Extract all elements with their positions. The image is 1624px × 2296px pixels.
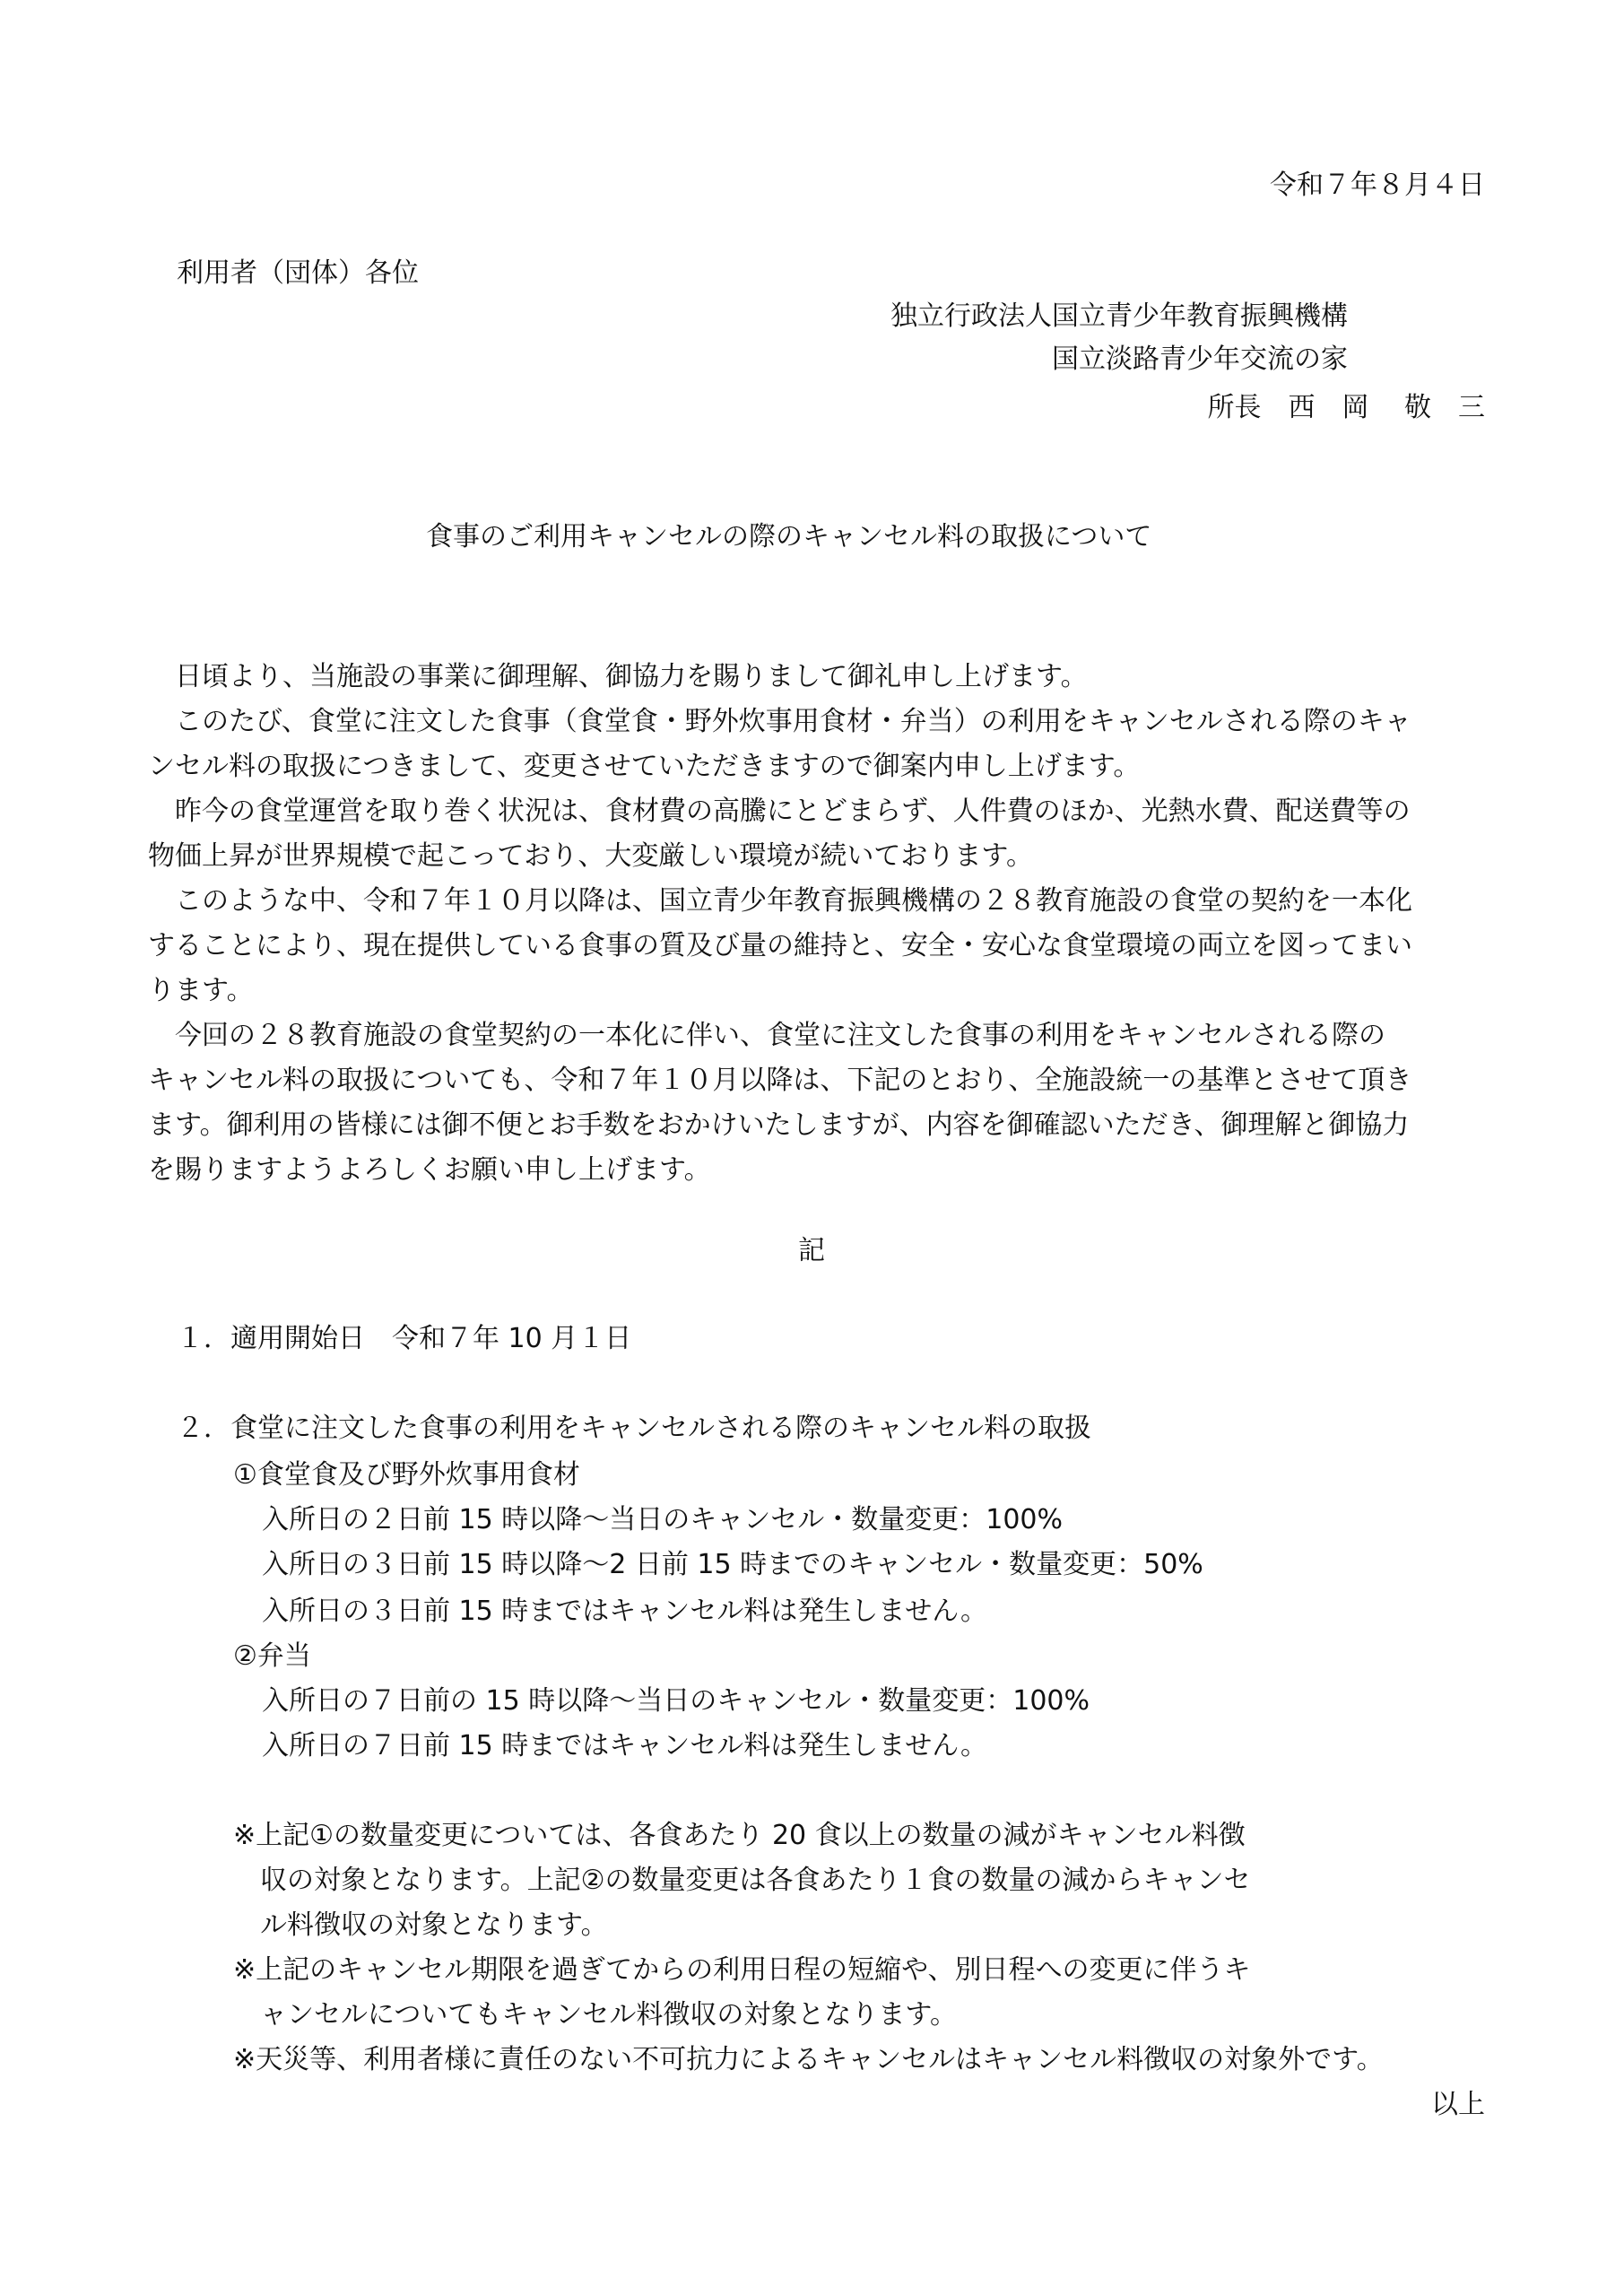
body-line: ンセル料の取扱につきまして、変更させていただきますので御案内申し上げます。	[148, 751, 1141, 782]
note-line: ル料徴収の対象となります。	[233, 1909, 608, 1941]
body-line: キャンセル料の取扱についても、令和７年１０月以降は、下記のとおり、全施設統一の基準とさせて頂き	[148, 1065, 1412, 1096]
body-line: ます。御利用の皆様には御不便とお手数をおかけいたしますが、内容を御確認いただき、御理解と御協力	[148, 1109, 1410, 1141]
sender-facility: 国立淡路青少年交流の家	[1052, 344, 1348, 375]
sender-organization: 独立行政法人国立青少年教育振興機構	[890, 300, 1348, 332]
section-2-sub2-item: 入所日の７日前 15 時まではキャンセル料は発生しません。	[262, 1730, 988, 1761]
section-2-sub1-item: 入所日の３日前 15 時以降～2 日前 15 時までのキャンセル・数量変更：50%	[262, 1549, 1203, 1580]
note-line: ャンセルについてもキャンセル料徴収の対象となります。	[233, 1999, 957, 2031]
note-line: 収の対象となります。上記②の数量変更は各食あたり１食の数量の減からキャンセ	[233, 1865, 1251, 1896]
section-2-sub2-title: ②弁当	[233, 1640, 311, 1672]
sender-name: 所長 西 岡 敬 三	[1207, 392, 1485, 423]
body-line: することにより、現在提供している食事の質及び量の維持と、安全・安心な食堂環境の両立を図ってまい	[148, 930, 1412, 961]
section-2-sub2-item: 入所日の７日前の 15 時以降～当日のキャンセル・数量変更：100%	[262, 1685, 1090, 1717]
section-1-effective-date: １．適用開始日 令和７年 10 月１日	[177, 1323, 632, 1354]
closing-mark: 以上	[1431, 2089, 1485, 2120]
note-line: ※上記①の数量変更については、各食あたり 20 食以上の数量の減がキャンセル料徴	[233, 1820, 1246, 1851]
body-line: 今回の２８教育施設の食堂契約の一本化に伴い、食堂に注文した食事の利用をキャンセルされる際の	[148, 1020, 1385, 1051]
ki-marker: 記	[798, 1235, 825, 1266]
note-line: ※天災等、利用者様に責任のない不可抗力によるキャンセルはキャンセル料徴収の対象外です。	[233, 2044, 1384, 2075]
note-line: ※上記のキャンセル期限を過ぎてからの利用日程の短縮や、別日程への変更に伴うキ	[233, 1954, 1251, 1986]
body-line: 昨今の食堂運営を取り巻く状況は、食材費の高騰にとどまらず、人件費のほか、光熱水費、配送費等の	[148, 796, 1411, 827]
body-line: このたび、食堂に注文した食事（食堂食・野外炊事用食材・弁当）の利用をキャンセルされる際のキャ	[148, 706, 1411, 737]
body-line: 物価上昇が世界規模で起こっており、大変厳しい環境が続いております。	[148, 840, 1033, 872]
document-title: 食事のご利用キャンセルの際のキャンセル料の取扱について	[426, 521, 1152, 552]
recipient-line: 利用者（団体）各位	[177, 257, 419, 289]
body-line: ります。	[148, 975, 254, 1006]
body-line: このような中、令和７年１０月以降は、国立青少年教育振興機構の２８教育施設の食堂の契約を一本化	[148, 885, 1412, 917]
section-2-sub1-item: 入所日の３日前 15 時まではキャンセル料は発生しません。	[262, 1596, 988, 1627]
section-2-sub1-item: 入所日の２日前 15 時以降～当日のキャンセル・数量変更：100%	[262, 1504, 1064, 1535]
section-2-sub1-title: ①食堂食及び野外炊事用食材	[233, 1459, 580, 1491]
document-date: 令和７年８月４日	[1270, 170, 1485, 201]
body-line: 日頃より、当施設の事業に御理解、御協力を賜りまして御礼申し上げます。	[148, 661, 1088, 692]
section-2-heading: ２．食堂に注文した食事の利用をキャンセルされる際のキャンセル料の取扱	[177, 1413, 1091, 1444]
body-line: を賜りますようよろしくお願い申し上げます。	[148, 1154, 711, 1186]
